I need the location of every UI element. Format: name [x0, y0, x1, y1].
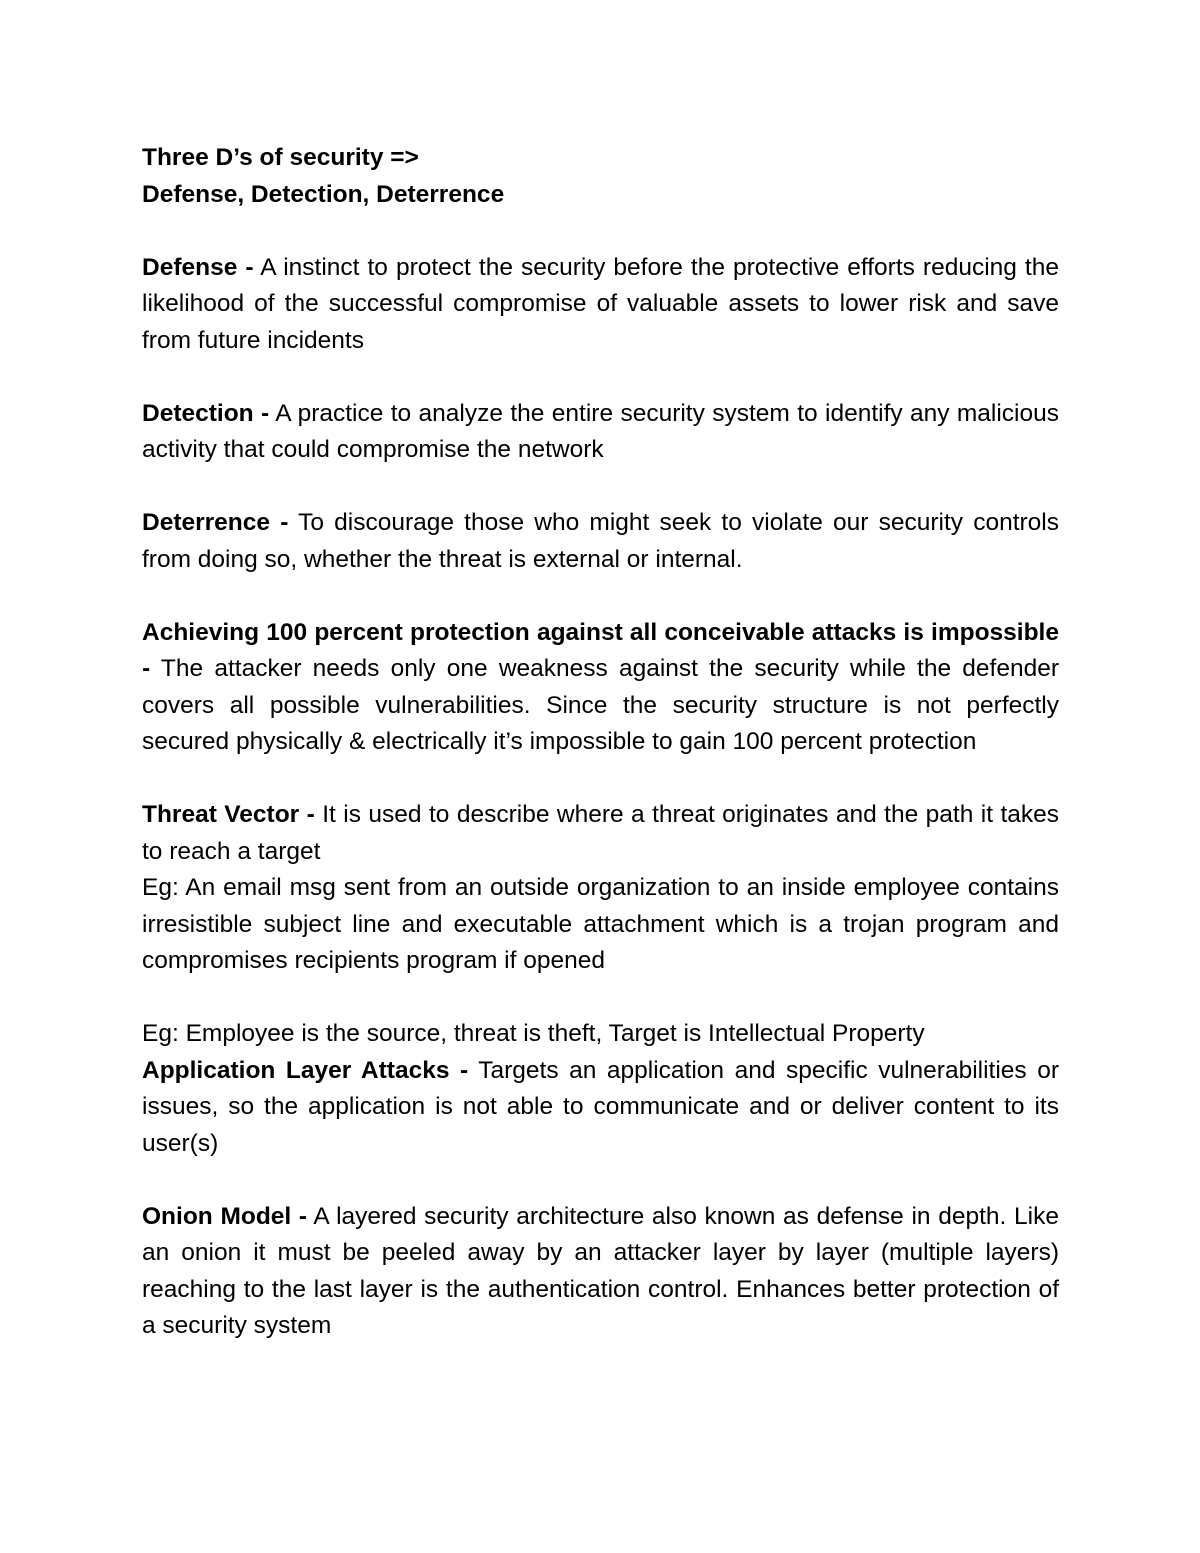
text-100-percent: The attacker needs only one weakness against the security while the defender covers all possible vulnerabilities. Since the security structure is not perfectly secured physically & electrically it’s impossible to gain 100 percent protection: [142, 655, 1059, 755]
spacer: [142, 578, 1059, 615]
text-deterrence: To discourage those who might seek to violate our security controls from doing so, whether the threat is external or internal.: [142, 509, 1059, 573]
term-threat-vector: Threat Vector -: [142, 801, 315, 828]
example-employee: Eg: Employee is the source, threat is theft, Target is Intellectual Property: [142, 1020, 925, 1047]
spacer: [142, 761, 1059, 798]
spacer: [142, 213, 1059, 250]
definition-100-percent: [142, 615, 1059, 761]
definition-defense: [142, 250, 1059, 360]
example-email: Eg: An email msg sent from an outside organization to an inside employee contains irresistible subject line and executable attachment which is a trojan program and compromises recipients program if opened: [142, 874, 1059, 974]
term-deterrence: Deterrence -: [142, 509, 289, 536]
term-onion-model: Onion Model -: [142, 1202, 308, 1230]
definition-application-layer-attacks: [142, 1053, 1059, 1163]
term-defense: Defense -: [142, 253, 254, 281]
spacer: [142, 980, 1059, 1017]
text-application-layer-attacks: Targets an application and specific vulnerabilities or issues, so the application is not able to communicate and or deliver content to its user(s): [142, 1056, 1059, 1157]
term-detection: Detection -: [142, 399, 270, 427]
heading-line-1: Three D’s of security =>: [142, 144, 419, 171]
definition-detection: [142, 396, 1059, 469]
definition-onion-model: [142, 1199, 1059, 1345]
term-application-layer-attacks: Application Layer Attacks -: [142, 1056, 469, 1084]
spacer: [142, 469, 1059, 506]
definition-deterrence: [142, 505, 1059, 578]
spacer: [142, 359, 1059, 396]
text-detection: A practice to analyze the entire security system to identify any malicious activity that could compromise the network: [142, 399, 1059, 463]
text-onion-model: A layered security architecture also known as defense in depth. Like an onion it must be peeled away by an attacker layer by layer (multiple layers) reaching to the last layer is the authentication control. Enhances better protection of a security system: [142, 1202, 1059, 1339]
spacer: [142, 1162, 1059, 1199]
term-100-percent: Achieving 100 percent protection against all conceivable attacks is impossible -: [142, 618, 1059, 682]
text-defense: A instinct to protect the security before the protective efforts reducing the likelihood of the successful compromise of valuable assets to lower risk and save from future incidents: [142, 253, 1059, 354]
heading-line-2: Defense, Detection, Deterrence: [142, 180, 505, 208]
definition-threat-vector: [142, 797, 1059, 870]
text-threat-vector: It is used to describe where a threat originates and the path it takes to reach a target: [142, 801, 1059, 865]
document-body: [142, 140, 1059, 1345]
